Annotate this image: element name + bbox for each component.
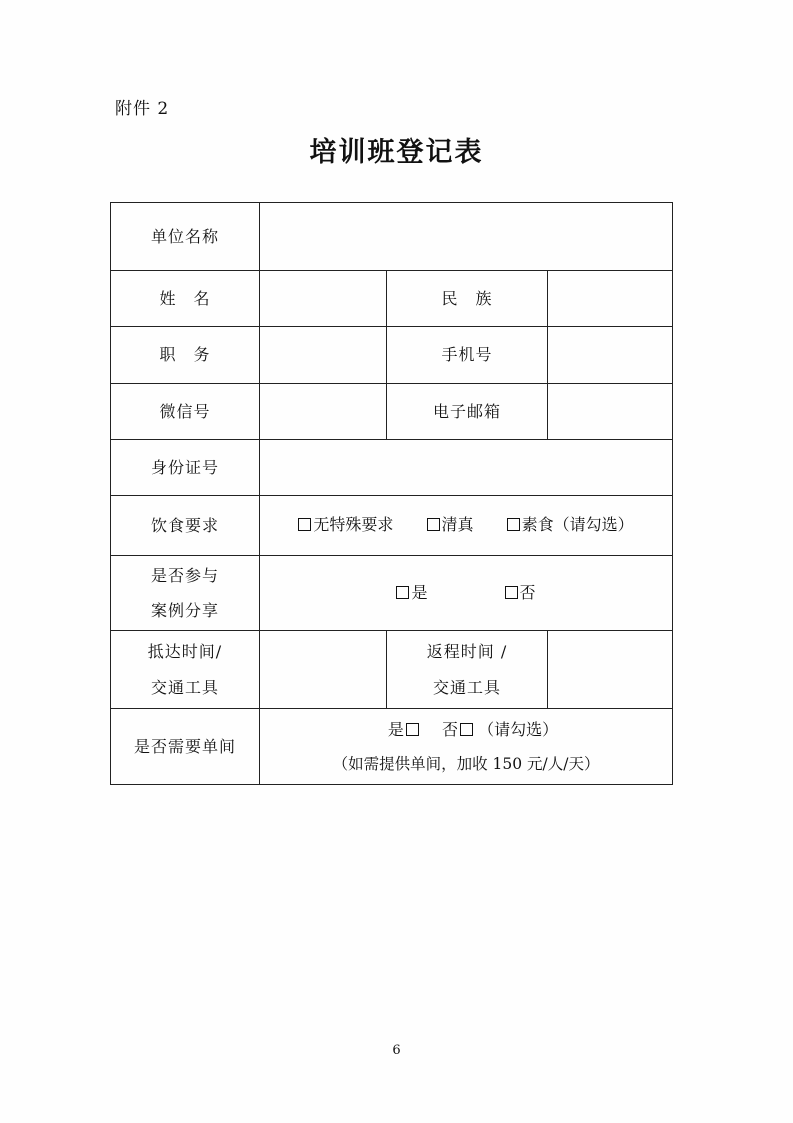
label-case-share: 是否参与 案例分享 bbox=[111, 556, 260, 631]
checkbox-icon[interactable] bbox=[406, 723, 419, 736]
label-ethnicity: 民 族 bbox=[387, 271, 548, 327]
row-single-room bbox=[111, 709, 673, 785]
field-single-room bbox=[260, 709, 673, 785]
form-title: 培训班登记表 bbox=[309, 137, 484, 168]
attachment-label: 附件 2 bbox=[115, 99, 170, 119]
page-number: 6 bbox=[392, 1043, 401, 1058]
row-unit-name bbox=[111, 203, 673, 271]
label-unit-name: 单位名称 bbox=[111, 203, 260, 271]
row-case-share bbox=[111, 556, 673, 631]
diet-option-none[interactable]: 无特殊要求 bbox=[298, 515, 393, 534]
single-room-note: （如需提供单间，加收 150 元/人/天） bbox=[332, 754, 600, 773]
field-diet bbox=[260, 496, 673, 556]
field-return[interactable] bbox=[548, 631, 673, 709]
label-return: 返程时间 / 交通工具 bbox=[387, 631, 548, 709]
label-arrival: 抵达时间/ 交通工具 bbox=[111, 631, 260, 709]
registration-form-table bbox=[110, 202, 673, 785]
single-room-no[interactable]: 否 bbox=[442, 720, 473, 739]
diet-option-vegetarian[interactable]: 素食（请勾选） bbox=[507, 515, 634, 534]
case-share-yes[interactable]: 是 bbox=[396, 583, 427, 602]
row-wechat bbox=[111, 384, 673, 440]
row-name bbox=[111, 271, 673, 327]
field-wechat[interactable] bbox=[260, 384, 387, 440]
label-id-number: 身份证号 bbox=[111, 440, 260, 496]
checkbox-icon[interactable] bbox=[427, 518, 440, 531]
label-wechat: 微信号 bbox=[111, 384, 260, 440]
field-id-number[interactable] bbox=[260, 440, 673, 496]
checkbox-icon[interactable] bbox=[507, 518, 520, 531]
single-room-yes[interactable]: 是 bbox=[388, 720, 419, 739]
field-email[interactable] bbox=[548, 384, 673, 440]
row-id-number bbox=[111, 440, 673, 496]
field-ethnicity[interactable] bbox=[548, 271, 673, 327]
label-name: 姓 名 bbox=[111, 271, 260, 327]
checkbox-icon[interactable] bbox=[396, 586, 409, 599]
diet-option-halal[interactable]: 清真 bbox=[427, 515, 474, 534]
label-single-room: 是否需要单间 bbox=[111, 709, 260, 785]
checkbox-icon[interactable] bbox=[298, 518, 311, 531]
label-email: 电子邮箱 bbox=[387, 384, 548, 440]
row-position bbox=[111, 327, 673, 384]
row-travel bbox=[111, 631, 673, 709]
checkbox-icon[interactable] bbox=[505, 586, 518, 599]
field-phone[interactable] bbox=[548, 327, 673, 384]
field-case-share bbox=[260, 556, 673, 631]
checkbox-icon[interactable] bbox=[460, 723, 473, 736]
label-position: 职 务 bbox=[111, 327, 260, 384]
label-diet: 饮食要求 bbox=[111, 496, 260, 556]
label-phone: 手机号 bbox=[387, 327, 548, 384]
case-share-no[interactable]: 否 bbox=[505, 583, 536, 602]
single-room-hint: （请勾选） bbox=[478, 719, 559, 739]
field-position[interactable] bbox=[260, 327, 387, 384]
row-diet bbox=[111, 496, 673, 556]
field-arrival[interactable] bbox=[260, 631, 387, 709]
field-name[interactable] bbox=[260, 271, 387, 327]
field-unit-name[interactable] bbox=[260, 203, 673, 271]
